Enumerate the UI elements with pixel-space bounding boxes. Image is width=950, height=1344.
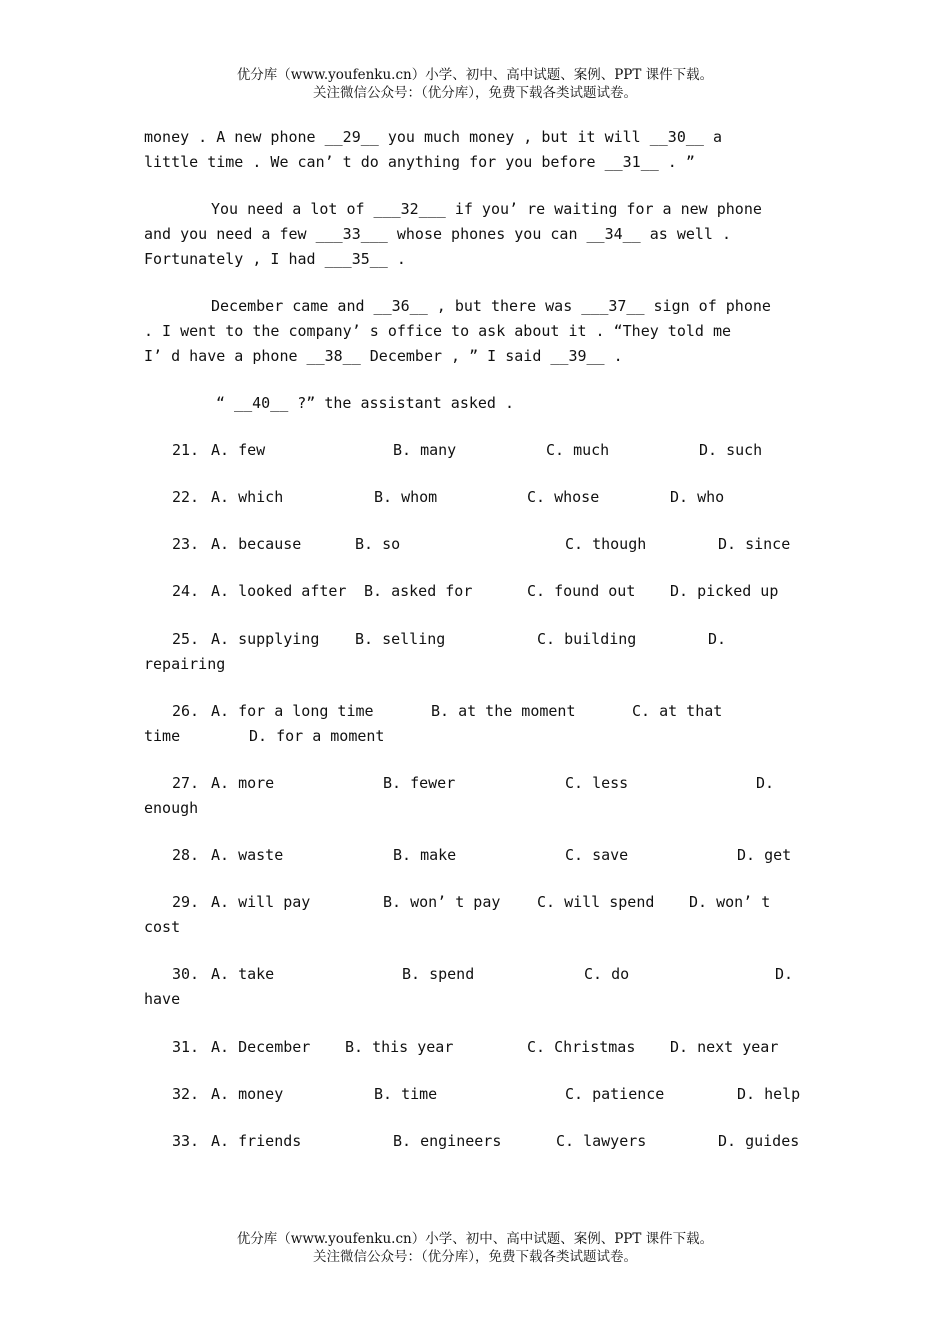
question-number: 32. bbox=[172, 1085, 200, 1103]
option-b: B. whom bbox=[374, 488, 438, 506]
option-b: B. this year bbox=[345, 1038, 454, 1056]
footer-line-1: 优分库（www.youfenku.cn）小学、初中、高中试题、案例、PPT 课件下载。 bbox=[236, 1231, 714, 1247]
option-b: B. selling bbox=[355, 630, 446, 648]
passage-p3-line-1: December came and __36__ , but there was ___37__ sign of phone bbox=[211, 297, 771, 315]
header-line-1: 优分库（www.youfenku.cn）小学、初中、高中试题、案例、PPT 课件下载。 bbox=[236, 67, 714, 83]
option-a: A. take bbox=[211, 965, 275, 983]
passage-p3-line-3: I’ d have a phone __38__ December , ” I said __39__ . bbox=[144, 347, 623, 365]
option-d: D. next year bbox=[670, 1038, 779, 1056]
option-b: B. many bbox=[393, 441, 457, 459]
option-c: C. lawyers bbox=[556, 1132, 647, 1150]
option-a: A. friends bbox=[211, 1132, 302, 1150]
question-number: 27. bbox=[172, 774, 200, 792]
option-a: A. which bbox=[211, 488, 284, 506]
header-line-2: 关注微信公众号：（优分库），免费下载各类试题试卷。 bbox=[313, 85, 637, 101]
option-d: D. such bbox=[699, 441, 763, 459]
passage-p1-line-2: little time . We can’ t do anything for you before __31__ . ” bbox=[144, 153, 695, 171]
question-number: 24. bbox=[172, 582, 200, 600]
option-c: C. though bbox=[565, 535, 647, 553]
option-a: A. looked after bbox=[211, 582, 347, 600]
option-b: B. make bbox=[393, 846, 457, 864]
question-number: 28. bbox=[172, 846, 200, 864]
question-number: 26. bbox=[172, 702, 200, 720]
option-b: B. fewer bbox=[383, 774, 456, 792]
page-header bbox=[0, 66, 950, 102]
passage-p2-line-2: and you need a few ___33___ whose phones you can __34__ as well . bbox=[144, 225, 731, 243]
option-d: D. guides bbox=[718, 1132, 800, 1150]
option-d: D. bbox=[756, 774, 775, 792]
option-c: C. Christmas bbox=[527, 1038, 636, 1056]
question-number: 22. bbox=[172, 488, 200, 506]
option-a: A. more bbox=[211, 774, 275, 792]
option-c: C. at that bbox=[632, 702, 723, 720]
option-d: D. picked up bbox=[670, 582, 779, 600]
passage-p3-line-2: . I went to the company’ s office to ask about it . “They told me bbox=[144, 322, 731, 340]
option-d: D. for a moment bbox=[249, 727, 385, 745]
question-number: 30. bbox=[172, 965, 200, 983]
option-b: B. time bbox=[374, 1085, 438, 1103]
option-c: C. building bbox=[537, 630, 637, 648]
question-number: 25. bbox=[172, 630, 200, 648]
option-c: C. will spend bbox=[537, 893, 655, 911]
option-c: C. whose bbox=[527, 488, 600, 506]
question-number: 29. bbox=[172, 893, 200, 911]
option-c: C. patience bbox=[565, 1085, 665, 1103]
question-number: 31. bbox=[172, 1038, 200, 1056]
option-a: A. few bbox=[211, 441, 266, 459]
option-b: B. asked for bbox=[364, 582, 473, 600]
option-a: A. for a long time bbox=[211, 702, 374, 720]
option-a: A. supplying bbox=[211, 630, 320, 648]
question-number: 33. bbox=[172, 1132, 200, 1150]
footer-line-2: 关注微信公众号：（优分库），免费下载各类试题试卷。 bbox=[313, 1249, 637, 1265]
option-d-continuation: have bbox=[144, 990, 181, 1008]
option-d: D. get bbox=[737, 846, 792, 864]
option-d: D. since bbox=[718, 535, 791, 553]
option-c: C. found out bbox=[527, 582, 636, 600]
option-d-continuation: cost bbox=[144, 918, 181, 936]
passage-p4-line-1: “ __40__ ?” the assistant asked . bbox=[216, 394, 515, 412]
page-footer bbox=[0, 1230, 950, 1266]
passage-p2-line-1: You need a lot of ___32___ if you’ re waiting for a new phone bbox=[211, 200, 762, 218]
option-c: C. save bbox=[565, 846, 629, 864]
option-a: A. money bbox=[211, 1085, 284, 1103]
option-b: B. spend bbox=[402, 965, 475, 983]
question-number: 21. bbox=[172, 441, 200, 459]
passage-p2-line-3: Fortunately , I had ___35__ . bbox=[144, 250, 406, 268]
option-c: C. less bbox=[565, 774, 629, 792]
passage-p1-line-1: money . A new phone __29__ you much money , but it will __30__ a bbox=[144, 128, 722, 146]
option-a: A. because bbox=[211, 535, 302, 553]
option-d: D. bbox=[708, 630, 727, 648]
option-c: C. do bbox=[584, 965, 630, 983]
option-d: D. bbox=[775, 965, 794, 983]
option-b: B. so bbox=[355, 535, 401, 553]
option-a: A. will pay bbox=[211, 893, 311, 911]
option-d: D. who bbox=[670, 488, 725, 506]
option-b: B. at the moment bbox=[431, 702, 576, 720]
option-d: D. help bbox=[737, 1085, 801, 1103]
option-d-continuation: enough bbox=[144, 799, 199, 817]
option-b: B. won’ t pay bbox=[383, 893, 501, 911]
option-d-continuation: repairing bbox=[144, 655, 226, 673]
option-a: A. waste bbox=[211, 846, 284, 864]
option-a: A. December bbox=[211, 1038, 311, 1056]
option-c-continuation: time bbox=[144, 727, 181, 745]
option-b: B. engineers bbox=[393, 1132, 502, 1150]
option-d: D. won’ t bbox=[689, 893, 771, 911]
question-number: 23. bbox=[172, 535, 200, 553]
option-c: C. much bbox=[546, 441, 610, 459]
